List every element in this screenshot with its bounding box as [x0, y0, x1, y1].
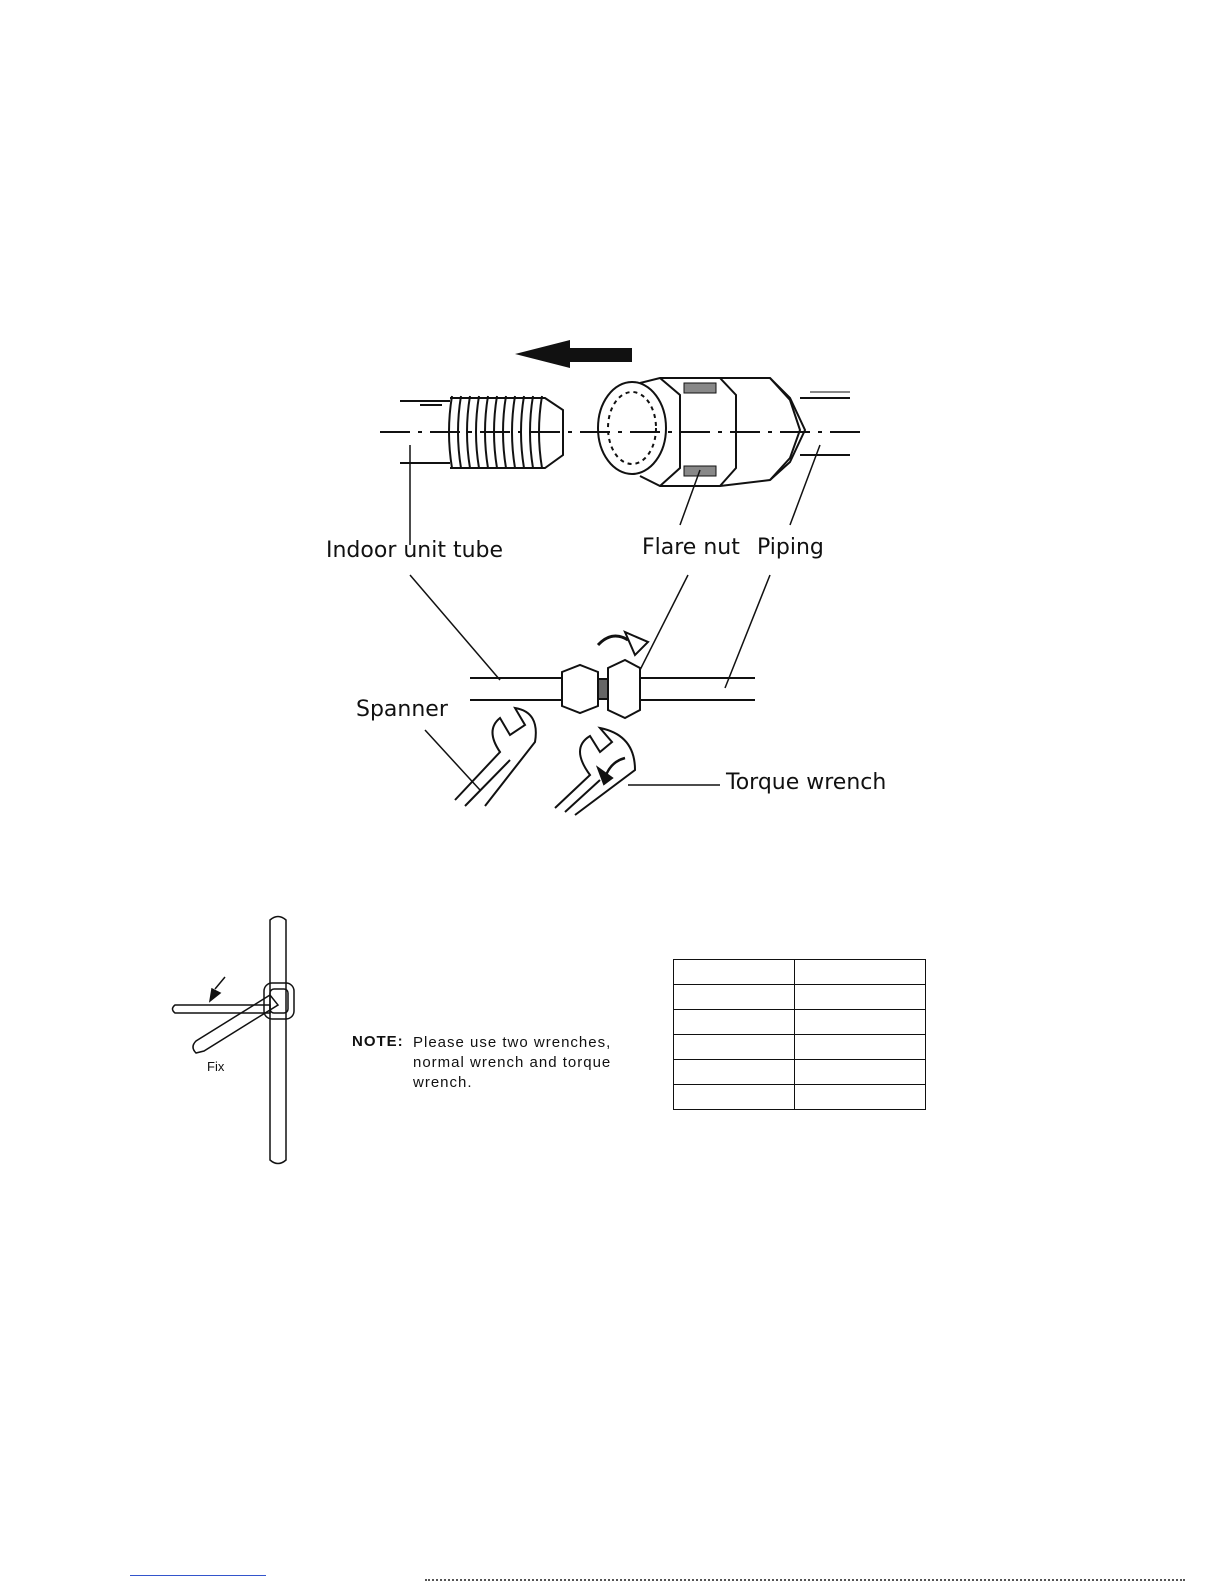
label-flare-nut: Flare nut: [642, 535, 740, 560]
footer-link-rule: [130, 1575, 266, 1576]
note-key: NOTE:: [352, 1033, 404, 1050]
table-row: [674, 1035, 926, 1060]
table-cell: [674, 1085, 795, 1110]
label-indoor-unit-tube: Indoor unit tube: [326, 538, 504, 563]
torque-wrench-icon: [555, 728, 635, 815]
table-row: [674, 960, 926, 985]
label-torque-wrench: Torque wrench: [726, 770, 887, 795]
fix-label: Fix: [207, 1059, 225, 1074]
note-line: normal wrench and torque: [413, 1054, 612, 1071]
leader-lines: [410, 445, 820, 790]
table-cell: [674, 1010, 795, 1035]
torque-table: [673, 959, 926, 1110]
table-row: [674, 1010, 926, 1035]
label-spanner: Spanner: [356, 697, 448, 722]
table-row: [674, 985, 926, 1010]
note-line: Please use two wrenches,: [413, 1034, 612, 1051]
note-line: wrench.: [413, 1074, 473, 1091]
table-row: [674, 1085, 926, 1110]
table-cell: [674, 1060, 795, 1085]
spanner-icon: [455, 708, 536, 806]
note-body: [413, 1033, 611, 1093]
piping: [800, 392, 850, 455]
table-cell: [674, 960, 795, 985]
table-cell: [795, 1060, 926, 1085]
table-cell: [795, 1010, 926, 1035]
table-cell: [674, 985, 795, 1010]
wrench-on-pipe-diagram: [160, 905, 320, 1175]
table-cell: [795, 1035, 926, 1060]
label-piping: Piping: [757, 535, 824, 560]
table-cell: [795, 985, 926, 1010]
direction-arrow-icon: [515, 340, 632, 368]
table-row: [674, 1060, 926, 1085]
table-cell: [795, 960, 926, 985]
assembled-connection: [470, 632, 755, 718]
table-cell: [795, 1085, 926, 1110]
table-cell: [674, 1035, 795, 1060]
footer-rule: [425, 1579, 1185, 1581]
